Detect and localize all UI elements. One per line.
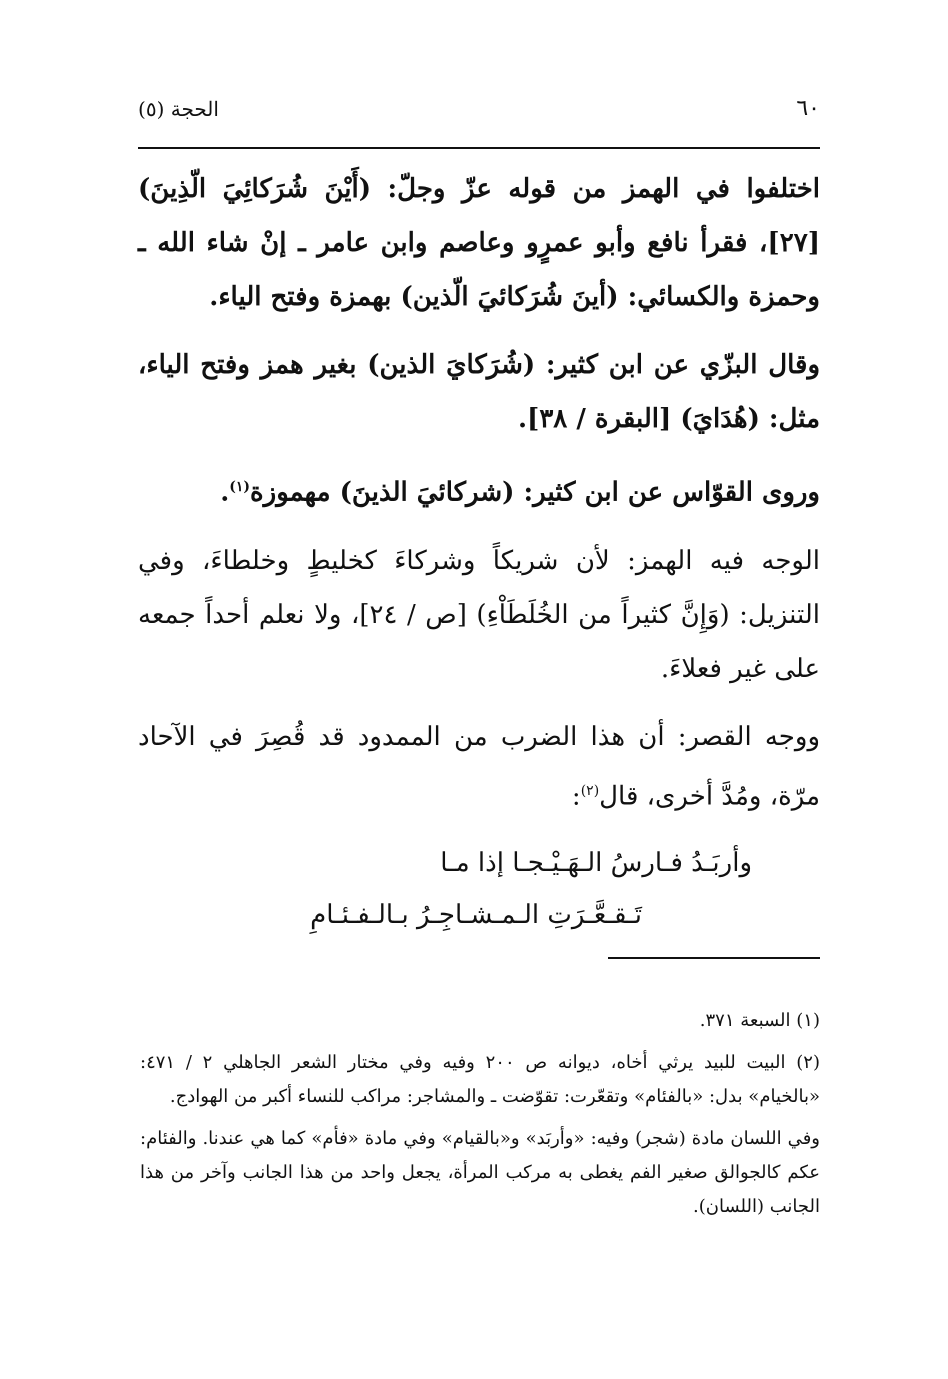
page-header — [138, 96, 820, 121]
paragraph-3-text: وروى القوّاس عن ابن كثير: (شركائيَ الذينَ) مهموزة — [250, 477, 820, 508]
poem-verse — [138, 837, 820, 941]
verse-first-hemistich: وأربَـدُ فـارسُ الـهَـيْـجـا إذا مـا — [440, 848, 752, 879]
footnote-ref-2: (٢) — [580, 782, 600, 799]
footnote-separator — [608, 957, 820, 959]
footnotes — [140, 1004, 820, 1232]
footnote-2: (٢) البيت للبيد يرثي أخاه، ديوانه ص ٢٠٠ وفيه وفي مختار الشعر الجاهلي ٢ / ٤٧١: «بالخيام» بدل: «بالفئام» وتقعّرت: تقوّضت ـ والمشاجر: مراكب للنساء أكبر من الهوادج. — [140, 1052, 820, 1107]
verse-second-hemistich: تَـقـعَّـرَتِ الـمـشـاجِـرُ بـالـفـئـامِ — [310, 900, 642, 931]
footnote-ref-1: (١) — [229, 479, 251, 495]
footnote-2-continued: وفي اللسان مادة (شجر) وفيه: «وأربَد» و«بالقيام» وفي مادة «فأم» كما هي عندنا. والفئام: عكم كالجوالق صغير الفم يغطى به مركب المرأة، يجعل واحد من هذا الجانب وآخر من هذا الجانب (اللسان). — [140, 1128, 820, 1217]
footnote-1: (١) السبعة ٣٧١. — [699, 1010, 820, 1031]
paragraph-2: وقال البزّي عن ابن كثير: (شُرَكايَ الذين) بغير همز وفتح الياء، مثل: (هُدَايَ) [البقرة / ٣٨]. — [138, 350, 820, 434]
paragraph-1: اختلفوا في الهمز من قوله عزّ وجلّ: (أَيْنَ شُرَكائِيَ الّذِينَ) [٢٧]، فقرأ نافع وأبو عمرٍو وعاصم وابن عامر ـ إنْ شاء الله ـ وحمزة والكسائي: (أينَ شُرَكائيَ الّذين) بهمزة وفتح الياء. — [138, 174, 821, 312]
page-number: ٦٠ — [796, 96, 820, 121]
main-text — [138, 162, 820, 941]
header-rule — [138, 147, 820, 149]
paragraph-5-text: ووجه القصر: أن هذا الضرب من الممدود قد قُصِرَ في الآحاد مرّة، ومُدَّ أخرى، قال — [138, 721, 820, 812]
paragraph-4: الوجه فيه الهمز: لأن شريكاً وشركاءَ كخليطٍ وخلطاءَ، وفي التنزيل: (وَإِنَّ كثيراً من الخُلَطَاْءِ) [ص / ٢٤]، ولا نعلم أحداً جمعه على غير فعلاءَ. — [138, 545, 820, 684]
paragraph-3-end: . — [220, 477, 230, 508]
book-title: الحجة (٥) — [138, 97, 219, 121]
paragraph-5 — [138, 710, 820, 824]
paragraph-3 — [138, 460, 820, 520]
paragraph-5-end: : — [571, 781, 581, 812]
